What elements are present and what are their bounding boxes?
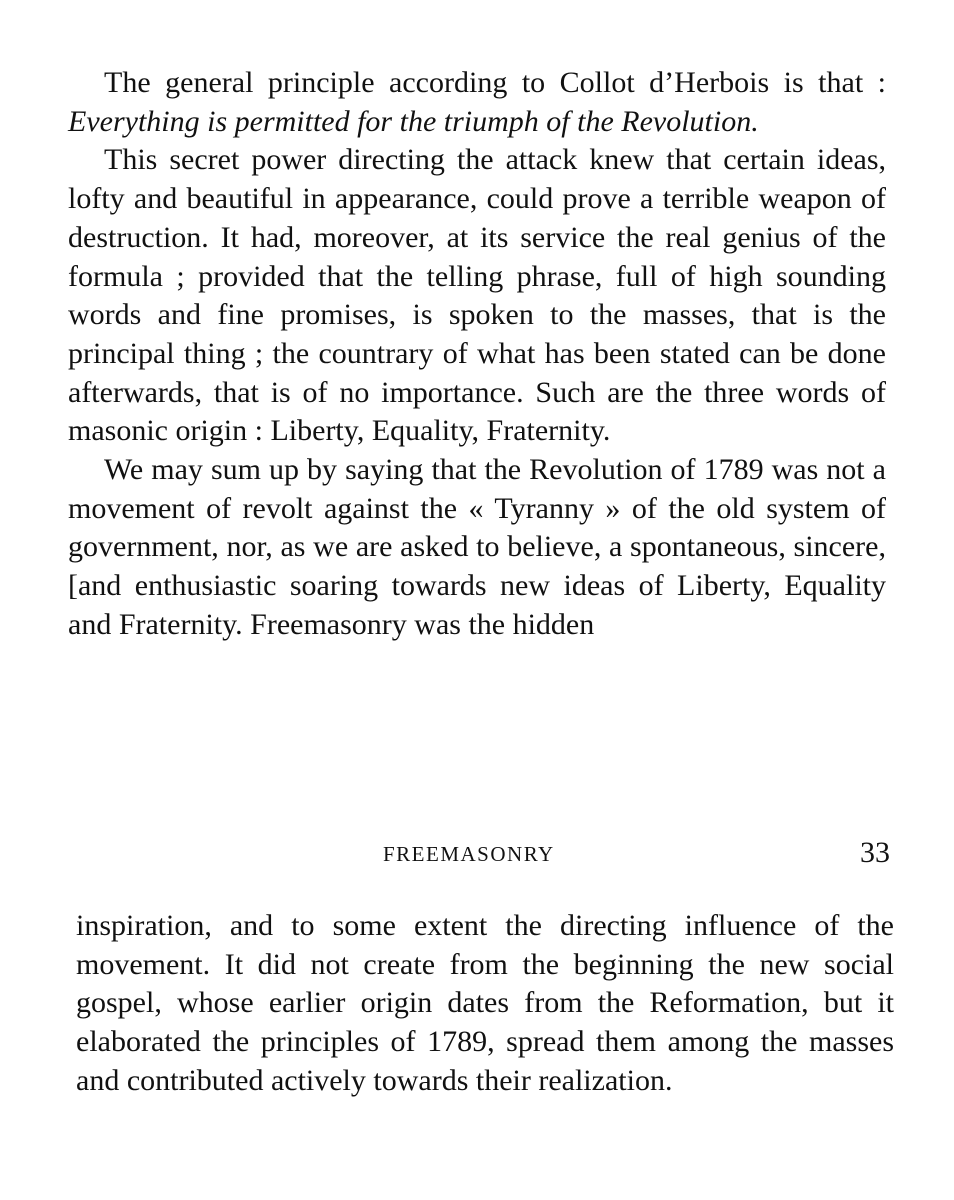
paragraph-secret-power: This secret power directing the attack knew that certain ideas, lofty and beautiful in appearance, could prove a terrible weapon of destruction. It had, moreover, at its service the real genius of the formula ; provided that the telling phrase, full of high sounding words and fine promises, is spoken to the masses, that is the principal thing ; the countrary of what has been stated can be done afterwards, that is of no importance. Such are the three words of masonic origin : Liberty, Equality, Fraternity. [68, 143, 886, 448]
paragraph-collot-text: The general principle according to Collot d’Herbois is that : [104, 66, 886, 99]
lower-text-block [76, 907, 894, 1101]
italic-quote: Everything is permitted for the triumph of the Revolution. [68, 104, 759, 138]
page-number: 33 [860, 836, 890, 869]
upper-text-block [68, 64, 886, 645]
running-head [0, 838, 954, 878]
running-title: FREEMASONRY [383, 842, 555, 866]
paragraph-collot-principle [68, 64, 886, 141]
paragraph-continuation: inspiration, and to some extent the directing influence of the movement. It did not create from the beginning the new social gospel, whose earlier origin dates from the Reformation, but it elaborated the principles of 1789, spread them among the masses and contributed actively towards their realization. [76, 909, 894, 1097]
paragraph-revolution-summary: We may sum up by saying that the Revolution of 1789 was not a movement of revolt against the « Tyranny » of the old system of government, nor, as we are asked to believe, a spontaneous, sincere, [and enthusiastic soaring towards new ideas of Liberty, Equality and Fraternity. Freemasonry was the hidden [68, 453, 886, 641]
